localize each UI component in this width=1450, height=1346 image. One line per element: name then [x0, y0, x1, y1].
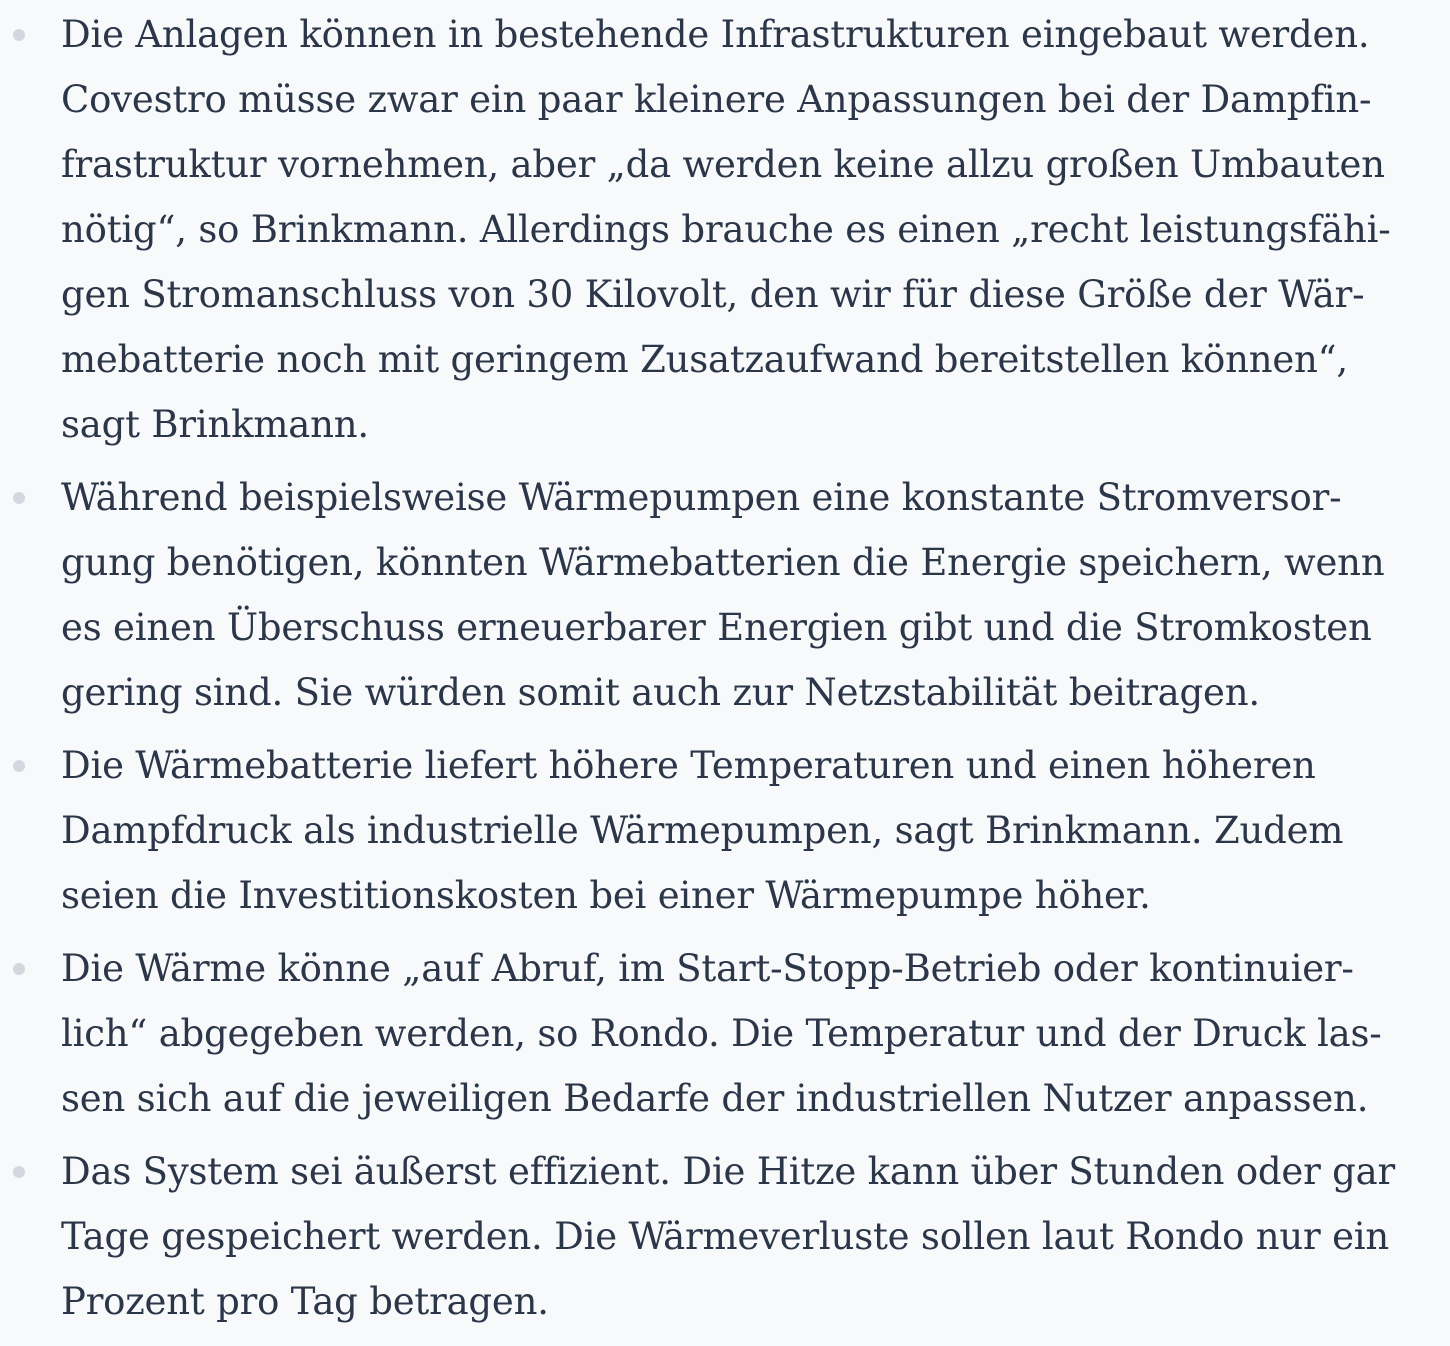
list-item-text: Die Wärme könne „auf Abruf, im Start-Stopp-Betrieb oder kontinuier- lich“ abgegeben werden, so Rondo. Die Temperatur und der Druck las- sen sich auf die jeweiligen Bedarfe der industriellen Nutzer anpassen.	[61, 947, 1382, 1120]
bullet-dot-icon	[13, 760, 25, 772]
list-item	[0, 465, 1450, 725]
bullet-list	[0, 2, 1450, 1334]
list-item	[0, 936, 1450, 1131]
list-item-text: Das System sei äußerst effizient. Die Hitze kann über Stunden oder gar Tage gespeichert werden. Die Wärmeverluste sollen laut Rondo nur ein Prozent pro Tag betragen.	[61, 1150, 1395, 1323]
bullet-dot-icon	[13, 492, 25, 504]
list-item-text: Die Anlagen können in bestehende Infrastrukturen eingebaut werden. Covestro müsse zwar ein paar kleinere Anpassungen bei der Dampfin- frastruktur vornehmen, aber „da werden keine allzu großen Umbauten nötig“, so Brinkmann. Allerdings brauche es einen „recht leistungsfähi- gen Stromanschluss von 30 Kilovolt, den wir für diese Größe der Wär- mebatterie noch mit geringem Zusatzaufwand bereitstellen können“, sagt Brinkmann.	[61, 13, 1391, 446]
list-item	[0, 2, 1450, 457]
bullet-dot-icon	[13, 29, 25, 41]
list-item-text: Während beispielsweise Wärmepumpen eine konstante Stromversor- gung benötigen, könnten Wärmebatterien die Energie speichern, wenn es einen Überschuss erneuerbarer Energien gibt und die Stromkosten gering sind. Sie würden somit auch zur Netzstabilität beitragen.	[61, 476, 1385, 714]
bullet-dot-icon	[13, 1166, 25, 1178]
list-item-text: Die Wärmebatterie liefert höhere Temperaturen und einen höheren Dampfdruck als industrielle Wärmepumpen, sagt Brinkmann. Zudem seien die Investitionskosten bei einer Wärmepumpe höher.	[61, 744, 1344, 917]
list-item	[0, 1139, 1450, 1334]
bullet-dot-icon	[13, 963, 25, 975]
list-item	[0, 733, 1450, 928]
